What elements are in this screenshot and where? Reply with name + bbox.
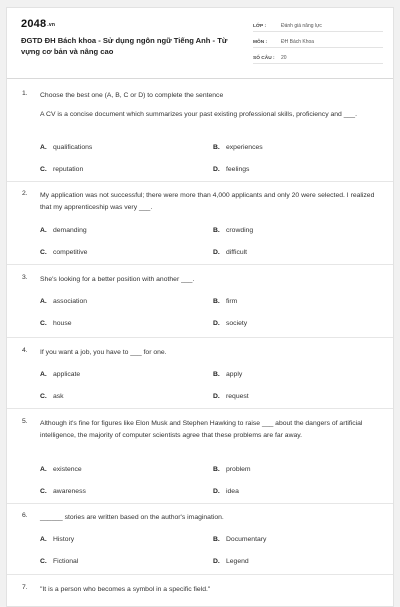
option-letter: A. bbox=[40, 298, 47, 305]
option-d[interactable] bbox=[213, 166, 249, 173]
option-text: difficult bbox=[226, 249, 248, 256]
option-letter: A. bbox=[40, 466, 47, 473]
meta-subject bbox=[253, 32, 383, 48]
document-meta bbox=[253, 16, 383, 64]
option-c[interactable] bbox=[40, 393, 64, 400]
option-text: house bbox=[53, 320, 72, 327]
question-number: 1. bbox=[22, 90, 28, 97]
option-letter: D. bbox=[213, 320, 220, 327]
option-c[interactable] bbox=[40, 488, 86, 495]
question-number: 5. bbox=[22, 418, 28, 425]
option-text: reputation bbox=[53, 166, 84, 173]
option-text: History bbox=[53, 536, 75, 543]
question-text: If you want a job, you have to ___ for one. bbox=[40, 349, 167, 356]
option-c[interactable] bbox=[40, 558, 78, 565]
document-page bbox=[6, 7, 394, 607]
option-letter: D. bbox=[213, 166, 220, 173]
option-text: firm bbox=[226, 298, 238, 305]
meta-question-count bbox=[253, 48, 383, 64]
meta-value: Đánh giá năng lực bbox=[281, 23, 322, 29]
option-letter: D. bbox=[213, 558, 220, 565]
option-a[interactable] bbox=[40, 144, 92, 151]
option-b[interactable] bbox=[213, 144, 263, 151]
question-text: My application was not successful; there were more than 4,000 applicants and only 20 were selected. I realized that my apprenticeship was very ___. bbox=[40, 192, 375, 211]
option-c[interactable] bbox=[40, 166, 83, 173]
option-a[interactable] bbox=[40, 536, 74, 543]
option-text: apply bbox=[226, 371, 243, 378]
question-number: 7. bbox=[22, 584, 28, 591]
question-number: 3. bbox=[22, 274, 28, 281]
header-divider bbox=[7, 78, 393, 79]
option-d[interactable] bbox=[213, 249, 247, 256]
option-text: problem bbox=[226, 466, 251, 473]
option-letter: A. bbox=[40, 371, 47, 378]
question-prompt: Choose the best one (A, B, C or D) to complete the sentence bbox=[40, 92, 224, 99]
option-letter: A. bbox=[40, 227, 47, 234]
question-separator bbox=[7, 574, 393, 575]
meta-value: 20 bbox=[281, 55, 287, 61]
option-letter: C. bbox=[40, 166, 47, 173]
option-letter: B. bbox=[213, 536, 220, 543]
question-text: "It is a person who becomes a symbol in a specific field." bbox=[40, 586, 211, 593]
option-letter: D. bbox=[213, 488, 220, 495]
option-letter: C. bbox=[40, 320, 47, 327]
option-text: association bbox=[53, 298, 88, 305]
question-separator bbox=[7, 337, 393, 338]
option-c[interactable] bbox=[40, 249, 87, 256]
option-b[interactable] bbox=[213, 466, 251, 473]
option-b[interactable] bbox=[213, 536, 266, 543]
option-text: awareness bbox=[53, 488, 86, 495]
site-logo[interactable] bbox=[21, 18, 55, 30]
option-a[interactable] bbox=[40, 227, 87, 234]
option-letter: B. bbox=[213, 371, 220, 378]
document-header bbox=[7, 8, 393, 78]
question-separator bbox=[7, 264, 393, 265]
question-separator bbox=[7, 408, 393, 409]
question-number: 6. bbox=[22, 512, 28, 519]
question-separator bbox=[7, 503, 393, 504]
option-text: demanding bbox=[53, 227, 87, 234]
option-letter: B. bbox=[213, 227, 220, 234]
option-letter: A. bbox=[40, 144, 47, 151]
option-text: society bbox=[226, 320, 248, 327]
question-text: A CV is a concise document which summarizes your past existing professional skills, proficiency and ___. bbox=[40, 111, 357, 118]
meta-label: SỐ CÂU : bbox=[253, 56, 275, 61]
option-c[interactable] bbox=[40, 320, 72, 327]
option-letter: A. bbox=[40, 536, 47, 543]
option-text: Legend bbox=[226, 558, 249, 565]
option-letter: C. bbox=[40, 249, 47, 256]
option-a[interactable] bbox=[40, 466, 82, 473]
meta-class bbox=[253, 16, 383, 32]
document-title: ĐGTD ĐH Bách khoa - Sử dụng ngôn ngữ Tiếng Anh - Từ vựng cơ bản và nâng cao bbox=[21, 36, 228, 56]
question-number: 2. bbox=[22, 190, 28, 197]
option-text: Fictional bbox=[53, 558, 79, 565]
option-text: Documentary bbox=[226, 536, 267, 543]
option-d[interactable] bbox=[213, 488, 239, 495]
option-b[interactable] bbox=[213, 371, 242, 378]
option-d[interactable] bbox=[213, 320, 247, 327]
option-letter: C. bbox=[40, 558, 47, 565]
option-letter: D. bbox=[213, 249, 220, 256]
option-letter: B. bbox=[213, 298, 220, 305]
question-text: She's looking for a better position with another ___. bbox=[40, 276, 195, 283]
question-text: Although it's fine for figures like Elon Musk and Stephen Hawking to raise ___ about the dangers of artificial intelligence, the majority of computer scientists agree that these problems are far away. bbox=[40, 420, 363, 439]
option-text: crowding bbox=[226, 227, 254, 234]
option-letter: B. bbox=[213, 144, 220, 151]
question-text: ______ stories are written based on the author's imagination. bbox=[40, 514, 224, 521]
meta-label: LỚP : bbox=[253, 24, 267, 29]
option-text: competitive bbox=[53, 249, 88, 256]
logo-tld: .vn bbox=[47, 22, 56, 28]
option-letter: D. bbox=[213, 393, 220, 400]
option-text: feelings bbox=[226, 166, 250, 173]
option-letter: B. bbox=[213, 466, 220, 473]
option-text: ask bbox=[53, 393, 64, 400]
option-text: experiences bbox=[226, 144, 263, 151]
option-d[interactable] bbox=[213, 558, 249, 565]
meta-value: ĐH Bách Khoa bbox=[281, 39, 315, 45]
logo-text: 2048 bbox=[21, 18, 47, 30]
option-text: idea bbox=[226, 488, 239, 495]
option-text: existence bbox=[53, 466, 82, 473]
question-number: 4. bbox=[22, 347, 28, 354]
option-letter: C. bbox=[40, 488, 47, 495]
option-text: qualifications bbox=[53, 144, 93, 151]
option-b[interactable] bbox=[213, 298, 237, 305]
option-b[interactable] bbox=[213, 227, 253, 234]
option-a[interactable] bbox=[40, 298, 87, 305]
option-letter: C. bbox=[40, 393, 47, 400]
option-d[interactable] bbox=[213, 393, 249, 400]
option-text: applicate bbox=[53, 371, 81, 378]
question-separator bbox=[7, 181, 393, 182]
option-a[interactable] bbox=[40, 371, 80, 378]
option-text: request bbox=[226, 393, 249, 400]
meta-label: MÔN : bbox=[253, 40, 268, 45]
